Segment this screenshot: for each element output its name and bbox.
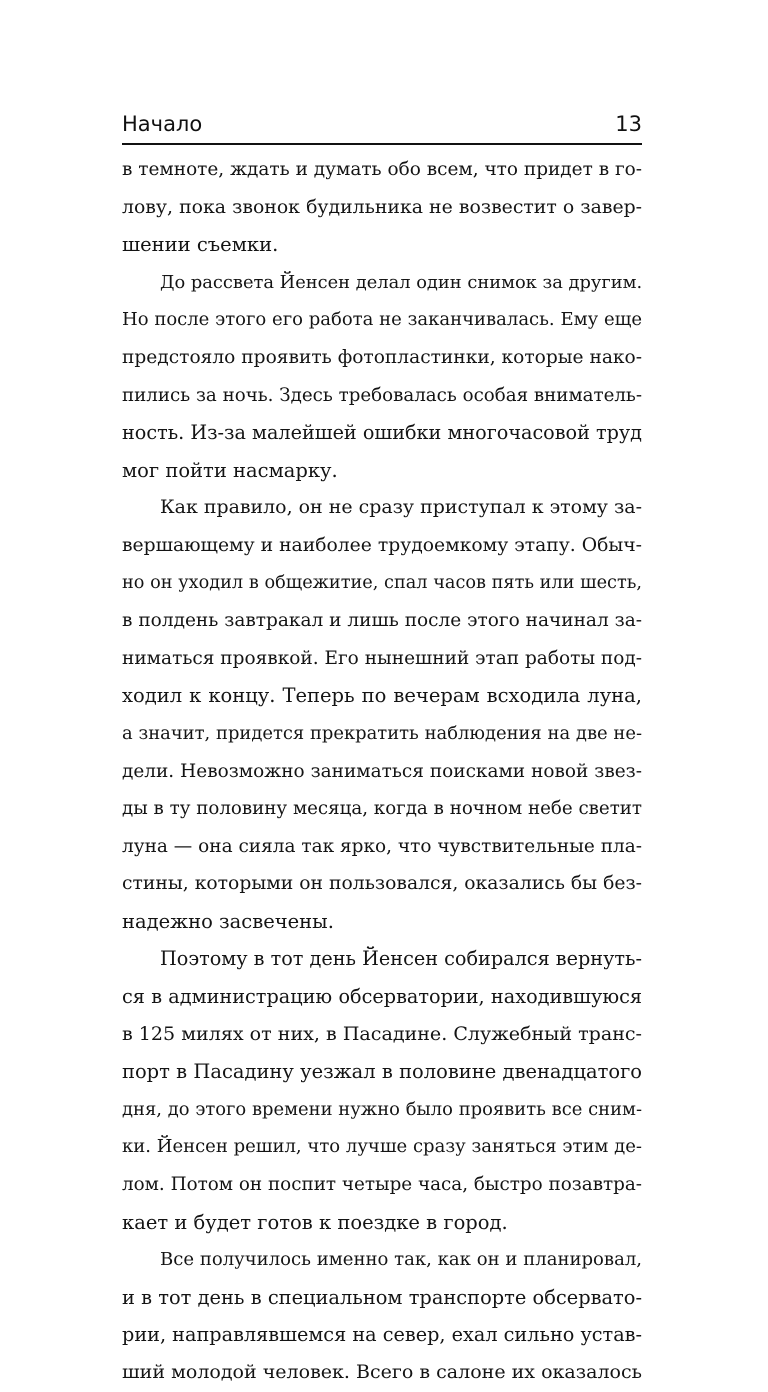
body-text	[122, 151, 642, 1392]
text-line: Все получилось именно так, как он и планировал,	[160, 1249, 642, 1271]
text-line: пились за ночь. Здесь требовалась особая вниматель-	[122, 384, 642, 406]
text-line: лову, пока звонок будильника не возвестит о завер-	[122, 196, 642, 218]
text-line: ность. Из-за малейшей ошибки многочасовой труд	[122, 421, 642, 445]
text-line: кает и будет готов к поездке в город.	[122, 1210, 508, 1234]
chapter-title: Начало	[122, 112, 203, 136]
text-line: предстояло проявить фотопластинки, которые нако-	[122, 346, 643, 368]
text-line: мог пойти насмарку.	[122, 458, 338, 482]
text-line: Поэтому в тот день Йенсен собирался вернуть-	[160, 947, 643, 971]
text-line: и в тот день в специальном транспорте обсервато-	[122, 1285, 642, 1309]
text-line: а значит, придется прекратить наблюдения на две не-	[122, 722, 642, 744]
text-line: ходил к концу. Теперь по вечерам всходила луна,	[122, 684, 642, 708]
text-line: Но после этого его работа не заканчивалась. Ему еще	[122, 309, 642, 331]
text-line: ся в администрацию обсерватории, находившуюся	[122, 985, 642, 1009]
text-line: но он уходил в общежитие, спал часов пять или шесть,	[122, 572, 642, 593]
text-line: вершающему и наиболее трудоемкому этапу. Обыч-	[122, 534, 642, 556]
text-line: стины, которыми он пользовался, оказались бы без-	[122, 873, 642, 895]
text-line: порт в Пасадину уезжал в половине двенадцатого	[122, 1060, 642, 1084]
text-line: луна — она сияла так ярко, что чувствительные пла-	[122, 835, 642, 857]
text-line: ки. Йенсен решил, что лучше сразу заняться этим де-	[122, 1136, 642, 1158]
running-header	[122, 112, 642, 138]
text-line: дели. Невозможно заниматься поисками новой звез-	[122, 760, 642, 782]
text-line: ший молодой человек. Всего в салоне их оказалось	[122, 1361, 642, 1383]
header-rule	[122, 143, 642, 145]
text-line: надежно засвечены.	[122, 909, 334, 933]
text-line: ды в ту половину месяца, когда в ночном небе светит	[122, 798, 642, 820]
page-number: 13	[615, 112, 642, 136]
text-line: в полдень завтракал и лишь после этого начинал за-	[122, 610, 642, 632]
text-line: шении съемки.	[122, 233, 279, 257]
text-line: ниматься проявкой. Его нынешний этап работы под-	[122, 647, 643, 669]
text-line: рии, направлявшемся на север, ехал сильно устав-	[122, 1323, 642, 1347]
text-line: дня, до этого времени нужно было проявить все сним-	[122, 1098, 642, 1120]
text-line: в 125 милях от них, в Пасадине. Служебный транс-	[122, 1022, 642, 1045]
text-line: лом. Потом он поспит четыре часа, быстро позавтра-	[122, 1174, 642, 1196]
text-line: До рассвета Йенсен делал один снимок за другим.	[160, 271, 643, 293]
text-line: в темноте, ждать и думать обо всем, что придет в го-	[122, 159, 642, 180]
text-line: Как правило, он не сразу приступал к этому за-	[160, 496, 642, 519]
